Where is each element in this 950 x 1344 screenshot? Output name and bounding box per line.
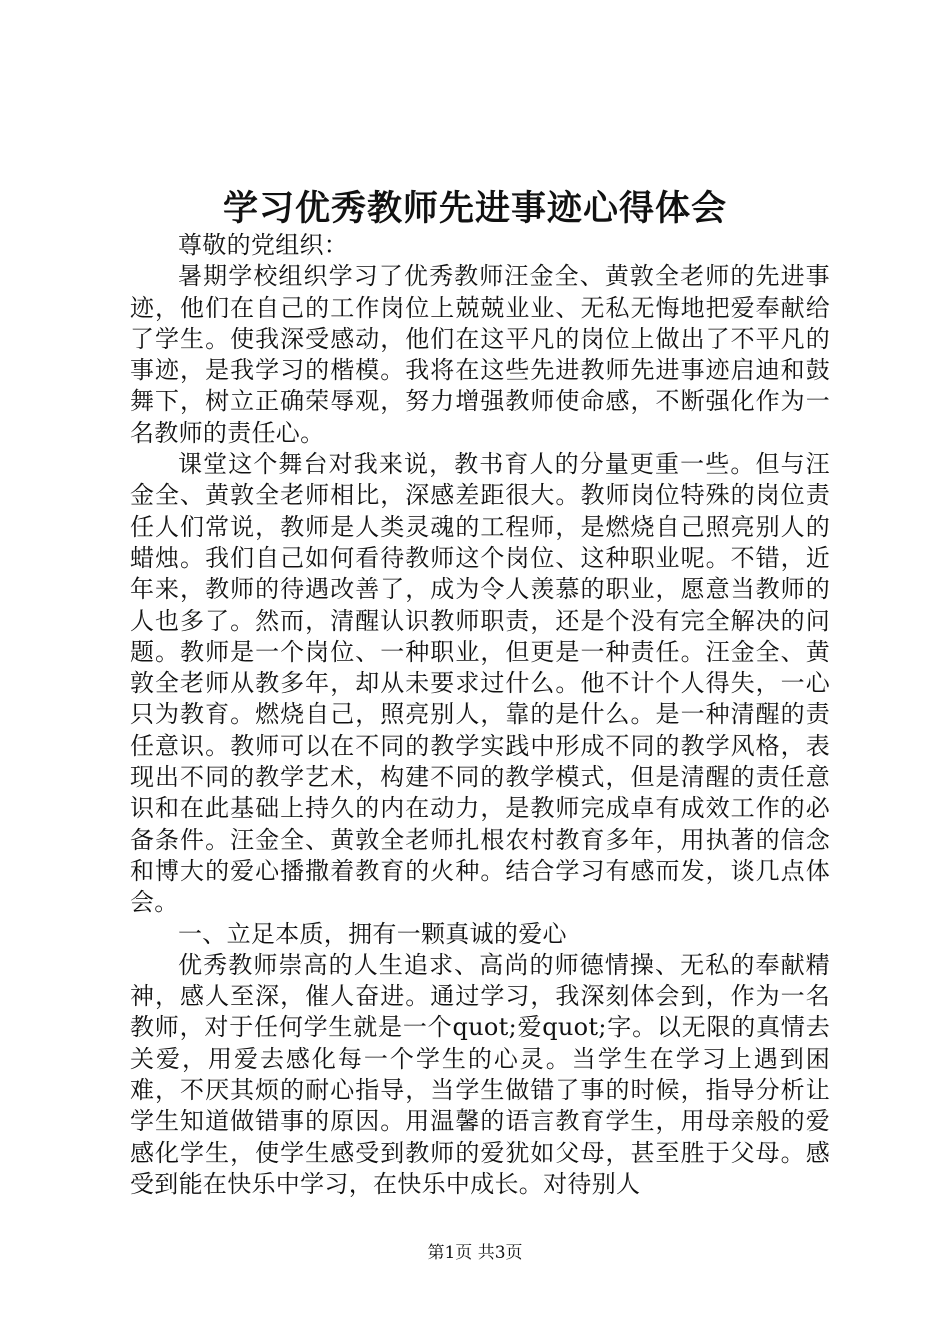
salutation: 尊敬的党组织： xyxy=(178,231,349,259)
paragraph: 优秀教师崇高的人生追求、高尚的师德情操、无私的奉献精神，感人至深，催人奋进。通过学习，我深刻体会到，作为一名教师，对于任何学生就是一个quot;爱quot;字。以无限的真情去关爱，用爱去感化每一个学生的心灵。当学生在学习上遇到困难，不厌其烦的耐心指导，当学生做错了事的时候，指导分析让学生知道做错事的原因。用温馨的语言教育学生，用母亲般的爱感化学生，使学生感受到教师的爱犹如父母，甚至胜于父母。感受到能在快乐中学习，在快乐中成长。对待别人 xyxy=(130,950,830,1198)
document-title: 学习优秀教师先进事迹心得体会 xyxy=(222,188,727,229)
section-heading: 一、立足本质，拥有一颗真诚的爱心 xyxy=(178,919,567,948)
paragraph: 课堂这个舞台对我来说，教书育人的分量更重一些。但与汪金全、黄敦全老师相比，深感差距很大。教师岗位特殊的岗位责任人们常说，教师是人类灵魂的工程师，是燃烧自己照亮别人的蜡烛。我们自己如何看待教师这个岗位、这种职业呢。不错，近年来，教师的待遇改善了，成为令人羡慕的职业，愿意当教师的人也多了。然而，清醒认识教师职责，还是个没有完全解决的问题。教师是一个岗位、一种职业，但更是一种责任。汪金全、黄敦全老师从教多年，却从未要求过什么。他不计个人得失，一心只为教育。燃烧自己，照亮别人，靠的是什么。是一种清醒的责任意识。教师可以在不同的教学实践中形成不同的教学风格，表现出不同的教学艺术，构建不同的教学模式，但是清醒的责任意识和在此基础上持久的内在动力，是教师完成卓有成效工作的必备条件。汪金全、黄敦全老师扎根农村教育多年，用执著的信念和博大的爱心播撒着教育的火种。结合学习有感而发，谈几点体会。 xyxy=(130,450,830,917)
page-footer: 第1页 共3页 xyxy=(427,1243,523,1263)
paragraph: 暑期学校组织学习了优秀教师汪金全、黄敦全老师的先进事迹，他们在自己的工作岗位上兢兢业业、无私无悔地把爱奉献给了学生。使我深受感动，他们在这平凡的岗位上做出了不平凡的事迹，是我学习的楷模。我将在这些先进教师先进事迹启迪和鼓舞下，树立正确荣辱观，努力增强教师使命感，不断强化作为一名教师的责任心。 xyxy=(130,262,830,447)
document-body xyxy=(130,230,830,1200)
